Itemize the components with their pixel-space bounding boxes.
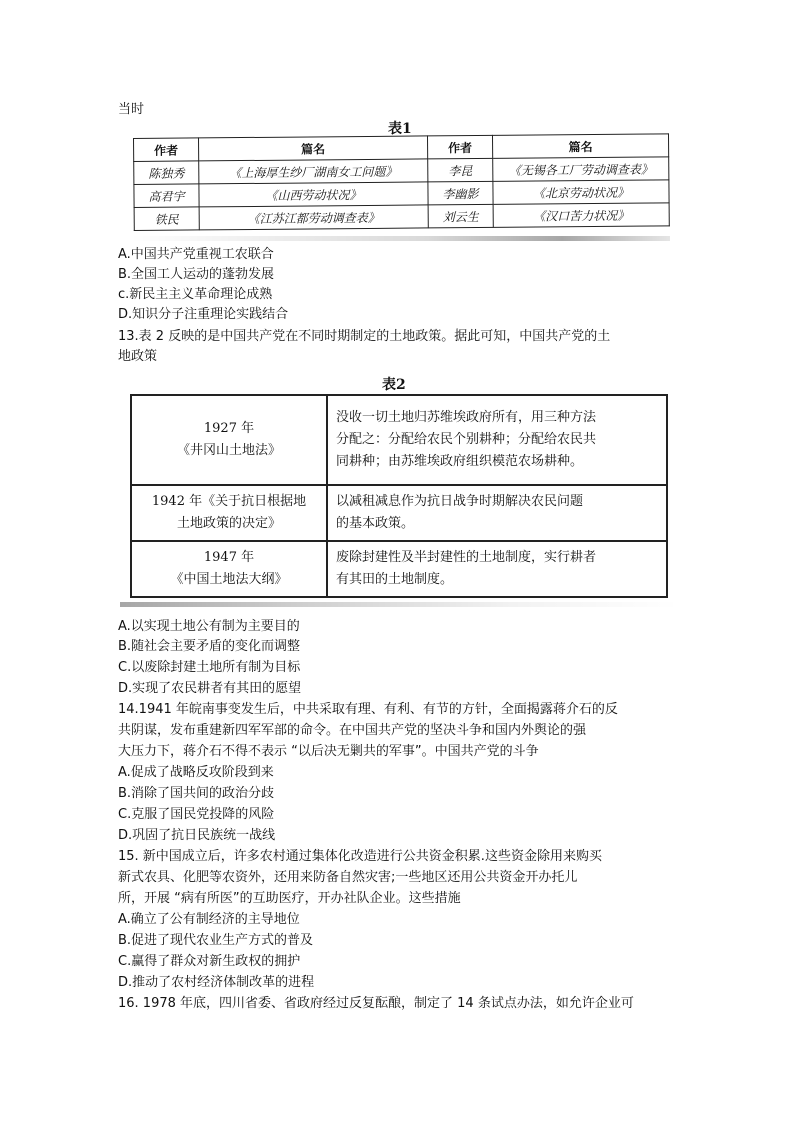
policy-text-line: 分配之：分配给农民个别耕种；分配给农民共 [336, 432, 597, 447]
policy-year: 1927 年 [203, 421, 255, 436]
table-cell: 《北京劳动状况》 [493, 180, 669, 205]
q14-stem-line: 共阴谋，发布重建新四军军部的命令。在中国共产党的坚决斗争和国内外舆论的强 [118, 723, 587, 738]
q14-option-d: D.巩固了抗日民族统一战线 [118, 828, 276, 843]
q15-stem-line: 新式农具、化肥等农资外，还用来防备自然灾害;一些地区还用公共资金开办托儿 [118, 870, 578, 885]
policy-year: 1947 年 [203, 550, 255, 565]
q14-option-b: B.消除了国共间的政治分歧 [118, 786, 275, 801]
q15-stem-line: 15. 新中国成立后，许多农村通过集体化改造进行公共资金积累.这些资金除用来购买 [118, 849, 602, 864]
table-cell: 陈独秀 [134, 161, 199, 185]
table-cell [131, 395, 327, 485]
policy-name: 《井冈山土地法》 [176, 443, 281, 458]
table-cell: 《汉口苦力状况》 [493, 203, 669, 228]
table-cell [327, 541, 667, 597]
table-cell [131, 541, 327, 597]
table-row [134, 203, 669, 231]
table-cell: 刘云生 [428, 204, 493, 228]
policy-year: 1942 年《关于抗日根据地 [151, 494, 307, 509]
fragment-text: 当时 [118, 102, 145, 117]
policy-name: 土地政策的决定》 [176, 516, 281, 531]
policy-text-line: 以减租减息作为抗日战争时期解决农民问题 [336, 494, 584, 509]
q14-stem-line: 14.1941 年皖南事变发生后，中共采取有理、有利、有节的方针，全面揭露蒋介石的反 [118, 702, 618, 717]
table-header-cell: 作者 [134, 138, 199, 162]
table-cell: 《江苏江都劳动调查表》 [199, 205, 428, 230]
table-cell: 《无锡各工厂劳动调查表》 [493, 157, 669, 182]
q15-option-d: D.推动了农村经济体制改革的进程 [118, 975, 315, 990]
table-header-cell: 篇名 [492, 134, 668, 159]
q13-option-d: D.实现了农民耕者有其田的愿望 [118, 681, 302, 696]
table-header-cell: 作者 [427, 135, 492, 159]
q12-option-b: B.全国工人运动的蓬勃发展 [118, 267, 275, 282]
table-cell: 铁民 [134, 207, 199, 231]
table1-caption: 表1 [388, 121, 412, 137]
table-row [131, 395, 667, 485]
q14-option-a: A.促成了战略反攻阶段到来 [118, 765, 274, 780]
table-cell: 高君宇 [134, 184, 199, 208]
q13-option-c: C.以废除封建土地所有制为目标 [118, 660, 301, 675]
table-cell [327, 485, 667, 541]
q13-stem-line: 13.表 2 反映的是中国共产党在不同时期制定的土地政策。据此可知，中国共产党的土 [118, 329, 611, 344]
table-cell: 李昆 [428, 158, 493, 182]
table-cell: 《上海厚生纱厂湖南女工问题》 [199, 159, 428, 184]
policy-text-line: 同耕种；由苏维埃政府组织模范农场耕种。 [336, 454, 584, 469]
policy-text-line: 没收一切土地归苏维埃政府所有，用三种方法 [336, 410, 597, 425]
q12-option-c: c.新民主主义革命理论成熟 [118, 287, 273, 302]
scan-smudge [130, 236, 670, 241]
q13-stem-line: 地政策 [118, 349, 158, 364]
table-cell [131, 485, 327, 541]
q12-option-a: A.中国共产党重视工农联合 [118, 247, 274, 262]
table-row [131, 485, 667, 541]
q15-stem-line: 所，开展 “病有所医”的互助医疗，开办社队企业。这些措施 [118, 891, 461, 906]
q15-option-a: A.确立了公有制经济的主导地位 [118, 912, 300, 927]
policy-text-line: 的基本政策。 [336, 516, 415, 531]
q15-option-b: B.促进了现代农业生产方式的普及 [118, 933, 314, 948]
table-header-cell: 篇名 [199, 136, 428, 161]
policy-text-line: 有其田的土地制度。 [336, 572, 454, 587]
table2 [130, 394, 668, 598]
table-cell: 《山西劳动状况》 [199, 182, 428, 207]
q15-option-c: C.赢得了群众对新生政权的拥护 [118, 954, 301, 969]
q13-option-b: B.随社会主要矛盾的变化而调整 [118, 639, 301, 654]
q14-option-c: C.克服了国民党投降的风险 [118, 807, 275, 822]
scan-smudge [120, 602, 680, 607]
q12-option-d: D.知识分子注重理论实践结合 [118, 307, 289, 322]
q16-stem-line: 16. 1978 年底，四川省委、省政府经过反复酝酿，制定了 14 条试点办法，如允许企业可 [118, 996, 634, 1011]
q14-stem-line: 大压力下，蒋介石不得不表示 “以后决无剿共的军事”。中国共产党的斗争 [118, 744, 539, 759]
policy-name: 《中国土地法大纲》 [170, 572, 288, 587]
table-row [131, 541, 667, 597]
table-cell: 李幽影 [428, 181, 493, 205]
table1 [133, 133, 670, 231]
q13-option-a: A.以实现土地公有制为主要目的 [118, 619, 300, 634]
table-cell [327, 395, 667, 485]
table2-caption: 表2 [382, 377, 406, 393]
policy-text-line: 废除封建性及半封建性的土地制度，实行耕者 [336, 550, 597, 565]
